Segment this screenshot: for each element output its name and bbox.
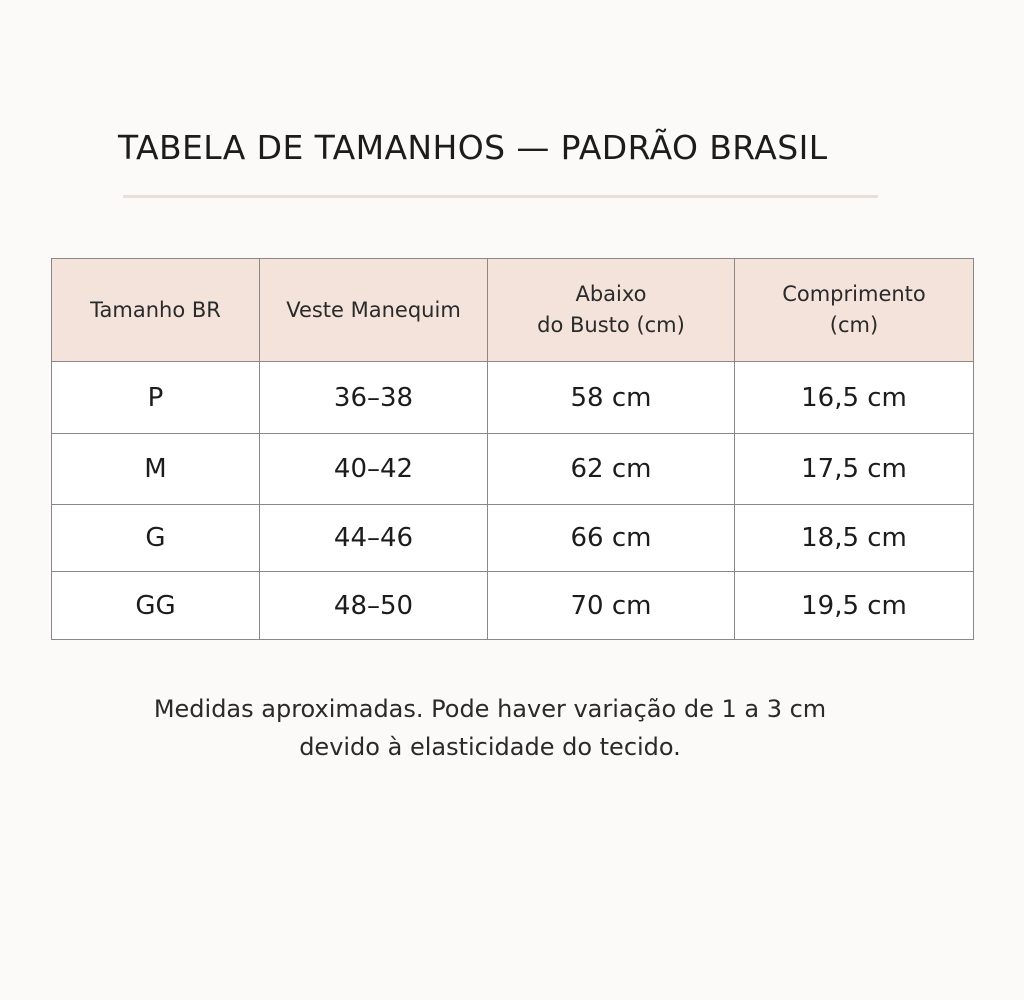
header-label-line2: do Busto (cm) — [537, 313, 685, 337]
cell-manequim: 36–38 — [260, 362, 488, 434]
header-label-line1: Comprimento — [782, 282, 926, 306]
header-label-line1: Abaixo — [575, 282, 647, 306]
measurement-note — [100, 690, 880, 766]
cell-manequim: 40–42 — [260, 434, 488, 505]
header-comprimento — [735, 259, 974, 362]
table-row — [52, 505, 974, 572]
table-row — [52, 572, 974, 640]
cell-manequim: 48–50 — [260, 572, 488, 640]
cell-busto: 70 cm — [488, 572, 735, 640]
header-veste-manequim — [260, 259, 488, 362]
header-label: Tamanho BR — [90, 297, 221, 322]
cell-comprimento: 16,5 cm — [735, 362, 974, 434]
cell-busto: 62 cm — [488, 434, 735, 505]
note-line-2: devido à elasticidade do tecido. — [299, 733, 681, 761]
table-row — [52, 434, 974, 505]
header-abaixo-do-busto — [488, 259, 735, 362]
size-table — [51, 258, 974, 640]
cell-comprimento: 17,5 cm — [735, 434, 974, 505]
title-divider — [123, 195, 878, 198]
header-label-line2: (cm) — [829, 313, 879, 337]
header-size-br — [52, 259, 260, 362]
cell-size: GG — [52, 572, 260, 640]
cell-comprimento: 19,5 cm — [735, 572, 974, 640]
cell-size: G — [52, 505, 260, 572]
cell-busto: 66 cm — [488, 505, 735, 572]
note-line-1: Medidas aproximadas. Pode haver variação de 1 a 3 cm — [153, 695, 827, 723]
cell-comprimento: 18,5 cm — [735, 505, 974, 572]
header-label: Veste Manequim — [286, 297, 461, 322]
table-row — [52, 362, 974, 434]
cell-busto: 58 cm — [488, 362, 735, 434]
cell-manequim: 44–46 — [260, 505, 488, 572]
table-header-row — [52, 259, 974, 362]
page-title: TABELA DE TAMANHOS — PADRÃO BRASIL — [118, 128, 828, 167]
cell-size: M — [52, 434, 260, 505]
cell-size: P — [52, 362, 260, 434]
